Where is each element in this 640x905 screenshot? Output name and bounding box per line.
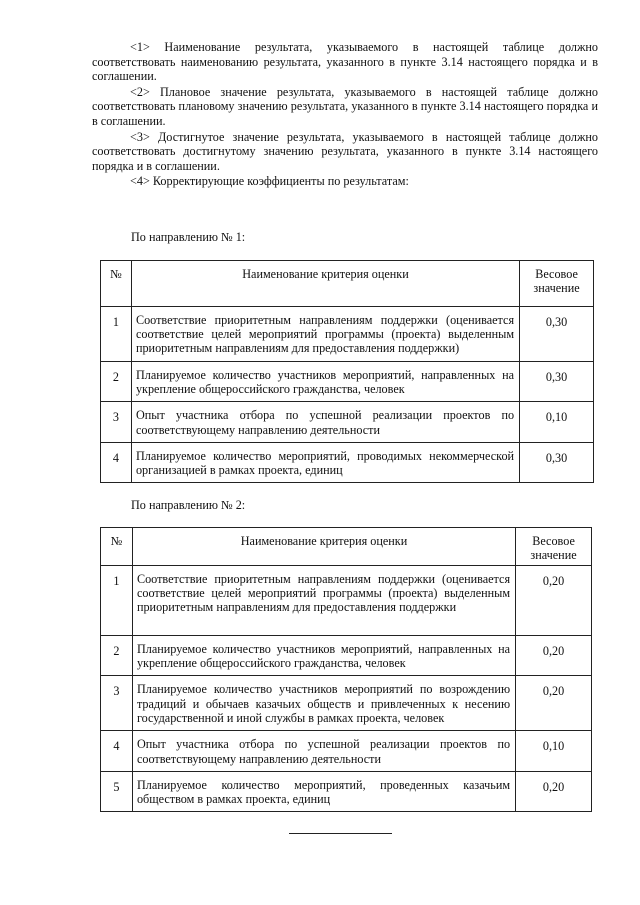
footnote-4: <4> Корректирующие коэффициенты по результатам:	[130, 174, 409, 189]
direction-2-heading: По направлению № 2:	[131, 498, 246, 512]
row-weight: 0,20	[516, 676, 592, 731]
row-weight: 0,30	[520, 362, 594, 402]
footnote-1: <1> Наименование результата, указываемого в настоящей таблице должно соответствовать наименованию результата, указанного в пункте 3.14 настоящего порядка и в соглашении.	[92, 40, 598, 84]
row-number: 1	[101, 566, 133, 636]
table-row	[101, 307, 594, 362]
direction-1-heading: По направлению № 1:	[131, 230, 246, 244]
table-row	[101, 362, 594, 402]
table-row	[101, 771, 592, 811]
table-header-row	[101, 528, 592, 566]
table-row	[101, 731, 592, 771]
header-number: №	[101, 528, 133, 566]
header-weight: Весовое значение	[520, 261, 594, 307]
row-weight: 0,20	[516, 771, 592, 811]
table-row	[101, 442, 594, 482]
row-criterion: Опыт участника отбора по успешной реализации проектов по соответствующему направлению деятельности	[132, 731, 515, 771]
direction-2-table	[100, 527, 592, 812]
footnote-3: <3> Достигнутое значение результата, указываемого в настоящей таблице должно соответствовать достигнутому значению результата, указанного в пункте 3.14 настоящего порядка и в соглашении.	[92, 129, 598, 173]
row-criterion: Планируемое количество мероприятий, проведенных казачьим обществом в рамках проекта, единиц	[132, 771, 515, 811]
row-criterion: Планируемое количество участников мероприятий, направленных на укрепление общероссийского гражданства, человек	[131, 362, 519, 402]
row-criterion: Планируемое количество участников мероприятий, направленных на укрепление общероссийского гражданства, человек	[132, 636, 515, 676]
header-weight: Весовое значение	[516, 528, 592, 566]
row-number: 2	[101, 362, 132, 402]
table-row	[101, 402, 594, 442]
footnotes	[92, 40, 598, 190]
row-criterion: Соответствие приоритетным направлениям поддержки (оценивается соответствие целей мероприятий программы (проекта) выделенным приоритетным направлениям для предоставления поддержки)	[131, 307, 519, 362]
row-weight: 0,20	[516, 636, 592, 676]
row-criterion: Опыт участника отбора по успешной реализации проектов по соответствующему направлению деятельности	[131, 402, 519, 442]
header-criterion: Наименование критерия оценки	[132, 528, 515, 566]
row-weight: 0,10	[516, 731, 592, 771]
table-row	[101, 676, 592, 731]
header-criterion: Наименование критерия оценки	[131, 261, 519, 307]
direction-1-table	[100, 260, 594, 483]
row-criterion: Соответствие приоритетным направлениям поддержки (оценивается соответствие целей мероприятий программы (проекта) выделенным приоритетным направлениям для предоставления поддержки	[132, 566, 515, 636]
table-row	[101, 566, 592, 636]
row-weight: 0,20	[516, 566, 592, 636]
header-number: №	[101, 261, 132, 307]
footnote-2: <2> Плановое значение результата, указываемого в настоящей таблице должно соответствовать плановому значению результата, указанного в пункте 3.14 настоящего порядка и в соглашении.	[92, 84, 598, 128]
row-criterion: Планируемое количество участников мероприятий по возрождению традиций и обычаев казачьих обществ и привлеченных к несению государственной и иной службы в рамках проекта, человек	[132, 676, 515, 731]
row-criterion: Планируемое количество мероприятий, проводимых некоммерческой организацией в рамках проекта, единиц	[131, 442, 519, 482]
row-number: 1	[101, 307, 132, 362]
row-number: 3	[101, 676, 133, 731]
row-weight: 0,30	[520, 307, 594, 362]
row-weight: 0,10	[520, 402, 594, 442]
end-divider	[289, 833, 392, 834]
row-number: 4	[101, 731, 133, 771]
row-weight: 0,30	[520, 442, 594, 482]
table-row	[101, 636, 592, 676]
row-number: 3	[101, 402, 132, 442]
row-number: 2	[101, 636, 133, 676]
table-header-row	[101, 261, 594, 307]
row-number: 5	[101, 771, 133, 811]
row-number: 4	[101, 442, 132, 482]
